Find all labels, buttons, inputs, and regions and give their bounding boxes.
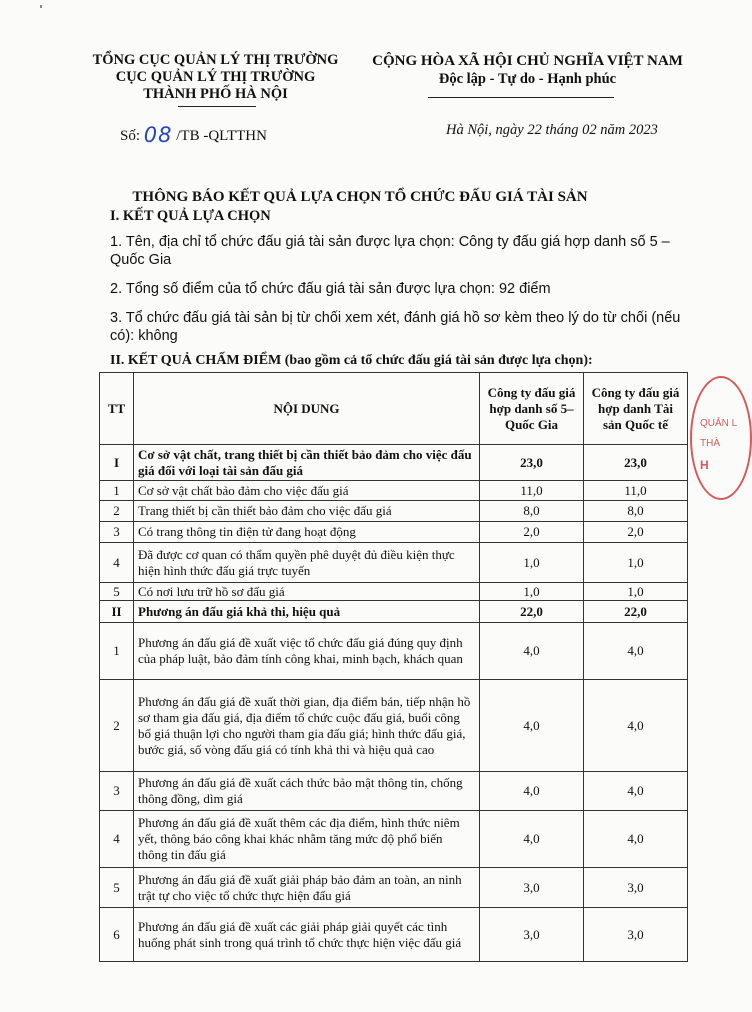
table-row: [100, 680, 688, 772]
row-tt: 2: [100, 501, 134, 522]
row-score-company-2: 4,0: [584, 623, 688, 680]
table-row: [100, 543, 688, 583]
row-tt: II: [100, 601, 134, 623]
table-row: [100, 501, 688, 522]
agency-line-1: TỔNG CỤC QUẢN LÝ THỊ TRƯỜNG: [92, 52, 339, 68]
row-content: Đã được cơ quan có thẩm quyền phê duyệt đủ điều kiện thực hiện hình thức đấu giá trực tuyến: [134, 543, 480, 583]
row-tt: 6: [100, 908, 134, 962]
row-tt: 1: [100, 623, 134, 680]
agency-line-3: THÀNH PHỐ HÀ NỘI: [143, 86, 288, 102]
row-content: Phương án đấu giá đề xuất cách thức bảo mật thông tin, chống thông đồng, dìm giá: [134, 772, 480, 811]
row-score-company-2: 4,0: [584, 772, 688, 811]
table-header-row: [100, 373, 688, 445]
row-score-company-1: 4,0: [480, 623, 584, 680]
row-tt: 3: [100, 772, 134, 811]
row-content: Cơ sở vật chất, trang thiết bị cần thiết bảo đảm cho việc đấu giá đối với loại tài sản đấu giá: [134, 445, 480, 481]
table-row: [100, 522, 688, 543]
row-score-company-2: 1,0: [584, 543, 688, 583]
row-score-company-1: 2,0: [480, 522, 584, 543]
row-tt: 2: [100, 680, 134, 772]
row-content: Có nơi lưu trữ hồ sơ đấu giá: [134, 583, 480, 601]
row-tt: I: [100, 445, 134, 481]
section-1-item-3: 3. Tổ chức đấu giá tài sản bị từ chối xem xét, đánh giá hồ sơ kèm theo lý do từ chối (nếu có): không: [110, 310, 681, 344]
row-content: Phương án đấu giá đề xuất thêm các địa điểm, hình thức niêm yết, thông báo công khai khác nhằm tăng mức độ phổ biến thông tin đấu giá: [134, 811, 480, 868]
official-seal-stamp: [690, 376, 752, 500]
document-title: THÔNG BÁO KẾT QUẢ LỰA CHỌN TỔ CHỨC ĐẤU GIÁ TÀI SẢN: [132, 189, 588, 205]
section-1-item-1: 1. Tên, địa chỉ tổ chức đấu giá tài sản được lựa chọn: Công ty đấu giá hợp danh số 5 – Quốc Gia: [110, 234, 670, 268]
table-row: [100, 583, 688, 601]
row-score-company-1: 11,0: [480, 481, 584, 501]
row-tt: 3: [100, 522, 134, 543]
row-score-company-2: 4,0: [584, 811, 688, 868]
row-tt: 5: [100, 583, 134, 601]
row-tt: 1: [100, 481, 134, 501]
agency-line-2: CỤC QUẢN LÝ THỊ TRƯỜNG: [115, 69, 316, 85]
table-row: [100, 908, 688, 962]
score-table: [99, 372, 688, 962]
row-score-company-2: 22,0: [584, 601, 688, 623]
document-number: [120, 121, 267, 145]
national-motto: Độc lập - Tự do - Hạnh phúc: [438, 71, 617, 87]
row-score-company-2: 11,0: [584, 481, 688, 501]
row-tt: 4: [100, 543, 134, 583]
col-header-tt: TT: [100, 373, 134, 445]
row-score-company-2: 3,0: [584, 868, 688, 908]
table-row: [100, 868, 688, 908]
row-score-company-1: 3,0: [480, 868, 584, 908]
row-score-company-1: 4,0: [480, 772, 584, 811]
agency-underline: [178, 106, 256, 107]
row-content: Phương án đấu giá khả thi, hiệu quả: [134, 601, 480, 623]
doc-number-prefix: Số:: [120, 128, 141, 144]
row-score-company-1: 4,0: [480, 811, 584, 868]
row-score-company-2: 4,0: [584, 680, 688, 772]
doc-number-handwritten: 08: [143, 123, 173, 147]
table-row: [100, 772, 688, 811]
section-1-item-2: 2. Tổng số điểm của tổ chức đấu giá tài sản được lựa chọn: 92 điểm: [110, 281, 551, 297]
table-row: [100, 445, 688, 481]
row-score-company-2: 2,0: [584, 522, 688, 543]
row-score-company-1: 22,0: [480, 601, 584, 623]
table-row: [100, 481, 688, 501]
row-content: Cơ sở vật chất bảo đảm cho việc đấu giá: [134, 481, 480, 501]
republic-name: CỘNG HÒA XÃ HỘI CHỦ NGHĨA VIỆT NAM: [372, 53, 683, 69]
row-content: Phương án đấu giá đề xuất thời gian, địa điểm bán, tiếp nhận hồ sơ tham gia đấu giá, địa điểm tổ chức cuộc đấu giá, buổi công bố giá thuận lợi cho người tham gia đấu giá; hình thức đấu giá, bước giá, số vòng đấu giá có tính khả thi và hiệu quả cao: [134, 680, 480, 772]
row-content: Phương án đấu giá đề xuất việc tổ chức đấu giá đúng quy định của pháp luật, bảo đảm tính công khai, minh bạch, khách quan: [134, 623, 480, 680]
doc-number-suffix: /TB -QLTTHN: [176, 128, 267, 144]
row-content: Trang thiết bị cần thiết bảo đảm cho việc đấu giá: [134, 501, 480, 522]
table-body: [100, 445, 688, 962]
table-row: [100, 623, 688, 680]
row-content: Phương án đấu giá đề xuất giải pháp bảo đảm an toàn, an ninh trật tự cho việc tổ chức thực hiện đấu giá: [134, 868, 480, 908]
scan-dot: [40, 5, 42, 8]
issuing-agency: [78, 52, 353, 103]
row-score-company-1: 23,0: [480, 445, 584, 481]
row-tt: 5: [100, 868, 134, 908]
issue-date: Hà Nội, ngày 22 tháng 02 năm 2023: [446, 122, 658, 138]
row-score-company-1: 4,0: [480, 680, 584, 772]
row-score-company-1: 1,0: [480, 583, 584, 601]
section-2-heading: II. KẾT QUẢ CHẤM ĐIỂM (bao gồm cả tổ chức đấu giá tài sản được lựa chọn):: [110, 353, 593, 368]
national-heading: [355, 52, 700, 88]
row-score-company-1: 8,0: [480, 501, 584, 522]
row-score-company-2: 8,0: [584, 501, 688, 522]
col-header-company-1: Công ty đấu giá hợp danh số 5– Quốc Gia: [480, 373, 584, 445]
col-header-company-2: Công ty đấu giá hợp danh Tài sản Quốc tế: [584, 373, 688, 445]
table-row: [100, 601, 688, 623]
row-content: Phương án đấu giá đề xuất các giải pháp giải quyết các tình huống phát sinh trong quá trình tổ chức thực hiện việc đấu giá: [134, 908, 480, 962]
stamp-text-1: QUẢN L: [700, 418, 738, 429]
row-score-company-1: 1,0: [480, 543, 584, 583]
row-score-company-2: 23,0: [584, 445, 688, 481]
motto-underline: [428, 97, 614, 98]
section-1-heading: I. KẾT QUẢ LỰA CHỌN: [110, 208, 271, 224]
row-tt: 4: [100, 811, 134, 868]
col-header-content: NỘI DUNG: [134, 373, 480, 445]
row-score-company-2: 1,0: [584, 583, 688, 601]
row-score-company-1: 3,0: [480, 908, 584, 962]
stamp-text-3: H: [700, 458, 709, 472]
stamp-text-2: THÀ: [700, 438, 720, 449]
table-row: [100, 811, 688, 868]
row-score-company-2: 3,0: [584, 908, 688, 962]
row-content: Có trang thông tin điện tử đang hoạt động: [134, 522, 480, 543]
